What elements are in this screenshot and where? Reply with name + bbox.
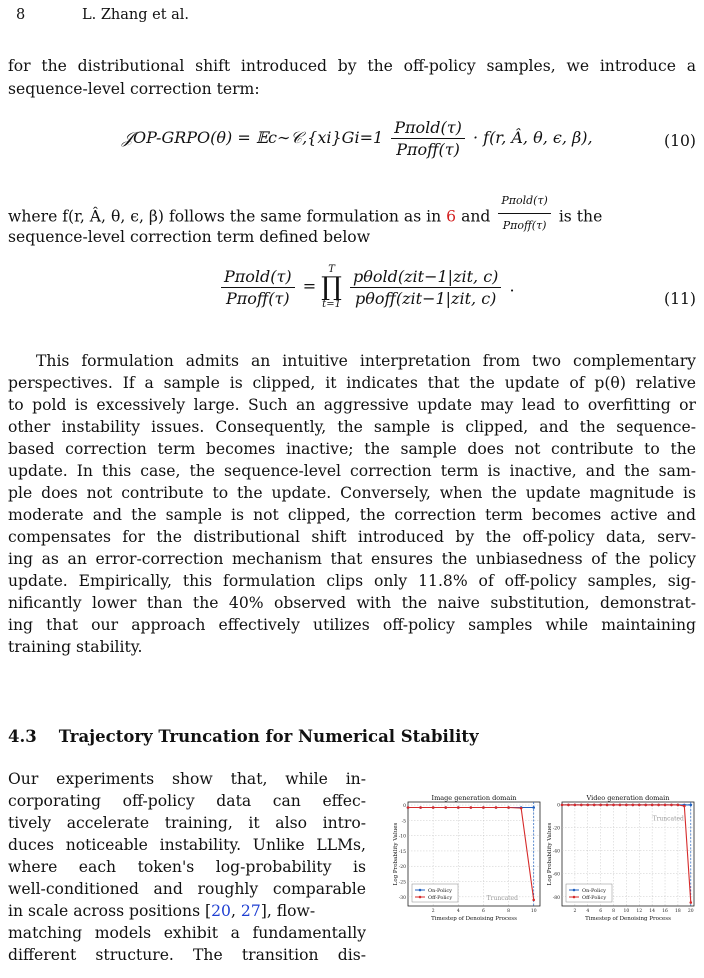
series-point bbox=[689, 804, 692, 807]
paragraph-line: ing as an error-correction mechanism that ensures the unbiasedness of the policy bbox=[8, 550, 696, 568]
series-point bbox=[419, 806, 422, 809]
y-tick-label: 0 bbox=[403, 804, 406, 810]
paragraph-line: based correction term becomes inactive; the sample does not contribute to the bbox=[8, 440, 696, 458]
y-axis-label: Log Probability Values bbox=[547, 822, 553, 886]
series-point bbox=[495, 806, 498, 809]
prod-bottom: t=1 bbox=[322, 299, 341, 310]
x-tick-label: 6 bbox=[599, 909, 603, 914]
page-number: 8 bbox=[16, 7, 26, 23]
series-point bbox=[677, 804, 680, 807]
series-point bbox=[689, 901, 692, 904]
paragraph-line: to pold is excessively large. Such an aggressive update may lead to overfitting or bbox=[8, 396, 696, 414]
chart-video-domain bbox=[547, 794, 694, 922]
series-point bbox=[432, 806, 435, 809]
x-tick-label: 16 bbox=[662, 909, 668, 914]
legend-marker bbox=[573, 896, 576, 899]
chart-title: Video generation domain bbox=[586, 794, 670, 802]
paragraph-line: ing that our approach effectively utilizes off-policy samples while maintaining bbox=[8, 616, 696, 634]
legend-marker bbox=[419, 896, 422, 899]
series-point bbox=[586, 804, 589, 807]
series-point bbox=[632, 804, 635, 807]
eq10-den: Pπoff(τ) bbox=[396, 140, 460, 159]
x-tick-label: 6 bbox=[481, 909, 485, 914]
x-tick-label: 4 bbox=[586, 909, 590, 914]
legend-label: On-Policy bbox=[428, 887, 453, 894]
column-line: corporating off-policy data can effec- bbox=[8, 792, 366, 810]
y-tick-label: -5 bbox=[401, 819, 406, 825]
series-point bbox=[407, 806, 410, 809]
y-tick-label: 0 bbox=[557, 803, 560, 809]
series-point bbox=[457, 806, 460, 809]
paragraph-line: compensates for the distributional shift introduced by the off-policy data, serv- bbox=[8, 528, 696, 546]
y-tick-label: -20 bbox=[398, 865, 406, 871]
product-operator: T ∏ t=1 bbox=[321, 264, 342, 310]
legend-label: Off-Policy bbox=[428, 894, 453, 901]
body-line: sequence-level correction term defined below bbox=[8, 228, 371, 246]
series-point bbox=[593, 804, 596, 807]
series-point bbox=[683, 805, 686, 808]
paragraph-line: perspectives. If a sample is clipped, it indicates that the update of p(θ) relative bbox=[8, 374, 696, 392]
column-line-refs: in scale across positions [20, 27], flow- bbox=[8, 902, 316, 920]
y-axis-label: Log Probability Values bbox=[393, 822, 399, 886]
column-text-part: in scale across positions bbox=[8, 902, 201, 920]
paragraph-line: moderate and the sample is not clipped, the correction term becomes active and bbox=[8, 506, 696, 524]
series-point bbox=[657, 804, 660, 807]
y-tick-label: -15 bbox=[398, 849, 406, 855]
citation-link[interactable]: 20 bbox=[211, 902, 231, 920]
series-point bbox=[444, 806, 447, 809]
series-point bbox=[567, 804, 570, 807]
legend-marker bbox=[573, 889, 576, 892]
paragraph-line: update. Empirically, this formulation clips only 11.8% of off-policy samples, sig- bbox=[8, 572, 696, 590]
column-line: tively accelerate training, it also intro- bbox=[8, 814, 366, 832]
series-point bbox=[532, 806, 535, 809]
x-tick-label: 18 bbox=[675, 909, 681, 914]
equation-ref-link[interactable]: 6 bbox=[446, 207, 457, 226]
paragraph-line: ple does not contribute to the update. Conversely, when the update magnitude is bbox=[8, 484, 696, 502]
running-authors: L. Zhang et al. bbox=[82, 7, 190, 23]
equation-10 bbox=[122, 118, 593, 159]
column-line: well-conditioned and roughly comparable bbox=[8, 880, 366, 898]
inline-frac-num: Pπold(τ) bbox=[498, 190, 550, 214]
y-tick-label: -25 bbox=[398, 880, 406, 886]
x-tick-label: 2 bbox=[573, 909, 577, 914]
series-point bbox=[470, 806, 473, 809]
eq11-lhs-num: Pπold(τ) bbox=[221, 267, 295, 288]
y-tick-label: -20 bbox=[552, 826, 560, 832]
series-point bbox=[574, 804, 577, 807]
paragraph-line: other instability issues. Consequently, the sample is clipped, and the sequence- bbox=[8, 418, 696, 436]
section-number: 4.3 bbox=[8, 727, 37, 746]
eq10-num: Pπold(τ) bbox=[391, 118, 465, 139]
x-axis-label: Timestep of Denoising Process bbox=[431, 916, 517, 922]
x-axis-label: Timestep of Denoising Process bbox=[585, 916, 671, 922]
series-point bbox=[651, 804, 654, 807]
section-heading bbox=[8, 727, 479, 746]
column-line: different structure. The transition dis- bbox=[8, 946, 366, 964]
x-tick-label: 8 bbox=[507, 909, 511, 914]
series-point bbox=[619, 804, 622, 807]
x-tick-label: 12 bbox=[636, 909, 643, 914]
chart-title: Image generation domain bbox=[431, 794, 517, 802]
series-point bbox=[507, 806, 510, 809]
series-point bbox=[638, 804, 641, 807]
where-text: where f(r, Â, θ, ϵ, β) follows the same formulation as in bbox=[8, 207, 442, 226]
legend-label: On-Policy bbox=[582, 887, 607, 894]
prod-top: T bbox=[328, 264, 335, 275]
series-point bbox=[482, 806, 485, 809]
y-tick-label: -30 bbox=[398, 895, 406, 901]
column-text bbox=[8, 768, 366, 966]
y-tick-label: -60 bbox=[552, 872, 560, 878]
eq11-num: pθold(zit−1|zit, c) bbox=[350, 267, 501, 288]
where-text-and: and bbox=[461, 207, 491, 226]
series-point bbox=[520, 807, 523, 810]
column-line: where each token's log-probability is bbox=[8, 858, 366, 876]
body-line: sequence-level correction term: bbox=[8, 80, 260, 98]
eq10-lhs: 𝒥OP-GRPO(θ) = 𝔼c∼𝒞,{xi}Gi=1 bbox=[122, 128, 384, 147]
section-title: Trajectory Truncation for Numerical Stability bbox=[58, 727, 479, 746]
series-point bbox=[599, 804, 602, 807]
series-point bbox=[580, 804, 583, 807]
series-point bbox=[532, 899, 535, 902]
x-tick-label: 20 bbox=[687, 909, 694, 914]
paragraph-line: training stability. bbox=[8, 638, 143, 656]
x-tick-label: 14 bbox=[649, 909, 656, 914]
equation-11: $\frac{\text{Pπold(τ)}}{\text{Pπoff(τ)}}$ = T ∏ t=1 $\frac{\text{pθold(zit−1|zit, c)}}{\text{pθoff(zit−1|zit, c)}}$ . bbox=[218, 264, 515, 310]
series-point bbox=[606, 804, 609, 807]
truncated-annotation: Truncated bbox=[652, 815, 684, 823]
x-tick-label: 10 bbox=[623, 909, 630, 914]
y-tick-label: -10 bbox=[398, 834, 406, 840]
legend-marker bbox=[419, 889, 422, 892]
series-point bbox=[664, 804, 667, 807]
inline-frac-den: Pπoff(τ) bbox=[502, 219, 547, 232]
body-line: for the distributional shift introduced by the off-policy samples, we introduce a bbox=[8, 57, 696, 75]
figure-truncation-charts bbox=[372, 792, 698, 932]
x-tick-label: 2 bbox=[431, 909, 435, 914]
citation-link[interactable]: 27 bbox=[240, 902, 261, 920]
chart-image-domain bbox=[393, 794, 540, 922]
series-point bbox=[561, 804, 564, 807]
paragraph-line: nificantly lower than the 40% observed with the naive substitution, demonstrat- bbox=[8, 594, 696, 612]
series-point bbox=[670, 804, 673, 807]
equation-number: (11) bbox=[663, 290, 696, 308]
series-point bbox=[644, 804, 647, 807]
eq10-rhs: · f(r, Â, θ, ϵ, β), bbox=[472, 128, 593, 147]
truncated-annotation: Truncated bbox=[486, 895, 518, 902]
x-tick-label: 4 bbox=[456, 909, 460, 914]
series-point bbox=[625, 804, 628, 807]
paragraph-line: update. In this case, the sequence-level correction term is inactive, and the sam- bbox=[8, 462, 696, 480]
column-line: matching models exhibit a fundamentally bbox=[8, 924, 366, 942]
column-line: Our experiments show that, while in- bbox=[8, 770, 366, 788]
where-text-end: is the bbox=[558, 207, 603, 226]
x-tick-label: 8 bbox=[612, 909, 615, 914]
x-tick-label: 10 bbox=[530, 909, 537, 914]
y-tick-label: -80 bbox=[552, 895, 560, 901]
equation-number: (10) bbox=[663, 132, 696, 150]
eq11-den: pθoff(zit−1|zit, c) bbox=[355, 288, 497, 308]
legend-label: Off-Policy bbox=[582, 894, 607, 901]
eq11-lhs-den: Pπoff(τ) bbox=[226, 288, 290, 308]
column-line: duces noticeable instability. Unlike LLMs, bbox=[8, 836, 366, 854]
y-tick-label: -40 bbox=[552, 849, 560, 855]
series-point bbox=[612, 804, 615, 807]
paragraph-line: This formulation admits an intuitive interpretation from two complementary bbox=[36, 352, 696, 370]
